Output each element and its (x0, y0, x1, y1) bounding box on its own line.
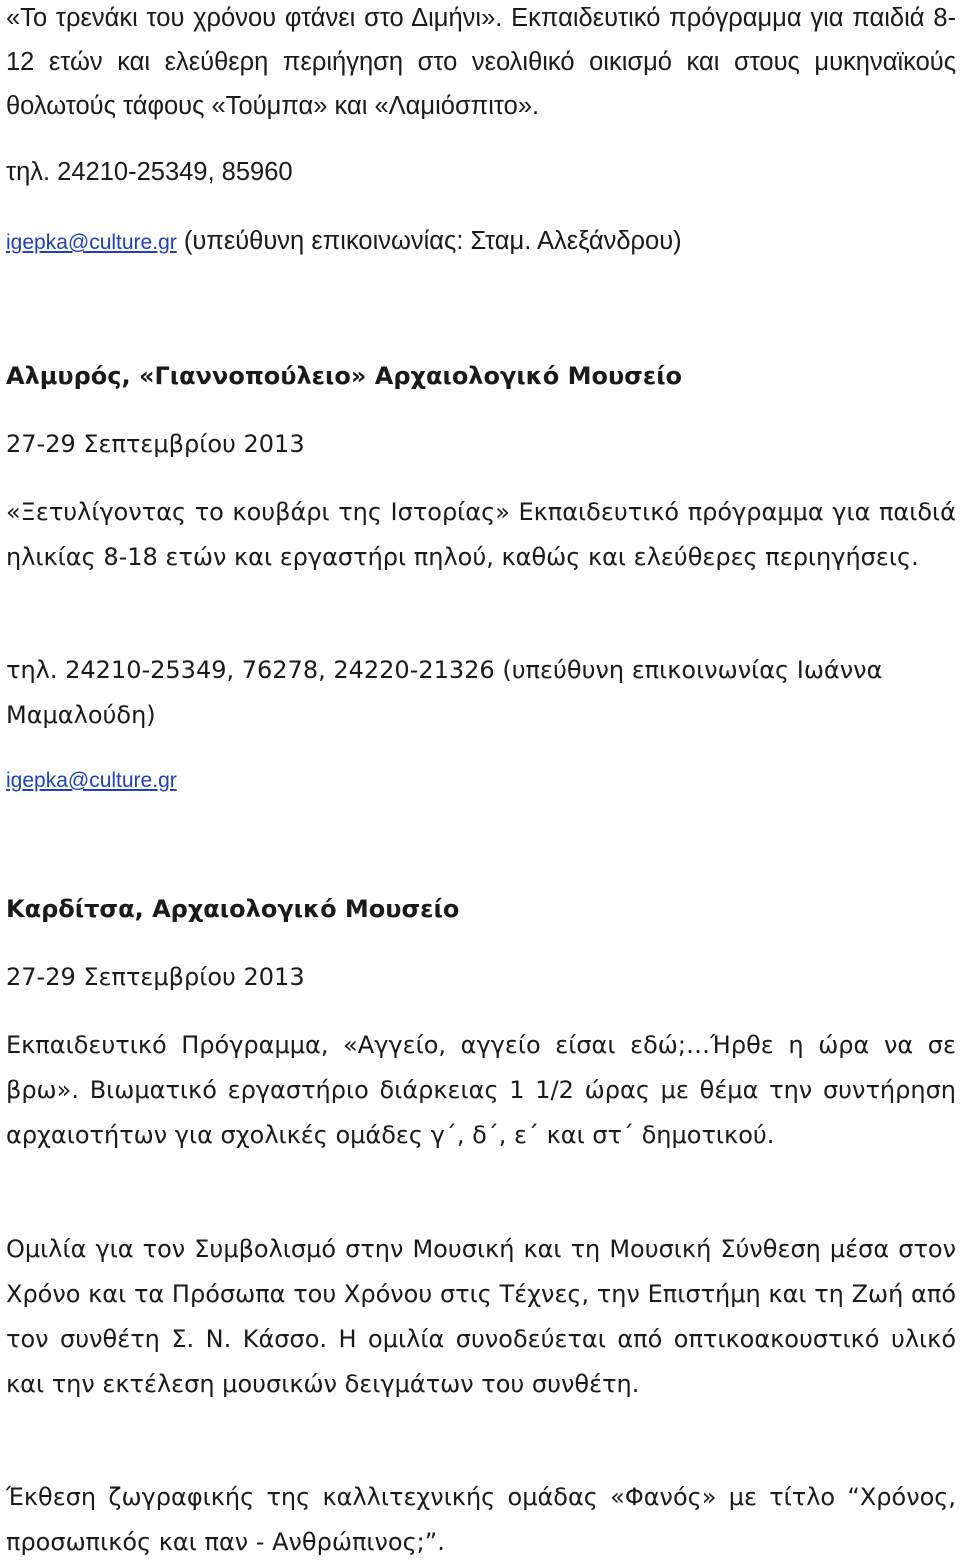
karditsa-exhibition: Έκθεση ζωγραφικής της καλλιτεχνικής ομάδας «Φανός» με τίτλο “Χρόνος, προσωπικός και παν - Ανθρώπινος;”. (6, 1483, 956, 1556)
karditsa-program: Εκπαιδευτικό Πρόγραμμα, «Αγγείο, αγγείο είσαι εδώ;…Ήρθε η ώρα να σε βρω». Βιωματικό εργαστήριο διάρκειας 1 1/2 ώρας με θέμα την συντήρηση αρχαιοτήτων για σχολικές ομάδες γ΄, δ΄, ε΄ και στ΄ δημοτικού. (6, 1031, 956, 1149)
almyros-date: 27-29 Σεπτεμβρίου 2013 (6, 430, 305, 458)
intro-phone: τηλ. 24210-25349, 85960 (6, 158, 293, 186)
karditsa-date: 27-29 Σεπτεμβρίου 2013 (6, 963, 305, 991)
intro-paragraph: «Το τρενάκι του χρόνου φτάνει στο Διμήνι». Εκπαιδευτικό πρόγραμμα για παιδιά 8-12 ετών και ελεύθερη περιήγηση στο νεολιθικό οικισμό και στους μυκηναϊκούς θολωτούς τάφους «Τούμπα» και «Λαμιόσπιτο». (6, 4, 956, 120)
intro-email-link[interactable]: igepka@culture.gr (6, 231, 177, 254)
intro-contact-person: (υπεύθυνη επικοινωνίας: Σταμ. Αλεξάνδρου) (176, 227, 682, 255)
almyros-email-line (6, 758, 956, 805)
almyros-description: «Ξετυλίγοντας το κουβάρι της Ιστορίας» Εκπαιδευτικό πρόγραμμα για παιδιά ηλικίας 8-18 ετών και εργαστήρι πηλού, καθώς και ελεύθερες περιηγήσεις. (6, 498, 956, 571)
almyros-phone: τηλ. 24210-25349, 76278, 24220-21326 (υπεύθυνη επικοινωνίας Ιωάννα Μαμαλούδη) (6, 656, 883, 729)
intro-contact-line (6, 219, 956, 267)
almyros-email-link[interactable]: igepka@culture.gr (6, 769, 177, 792)
karditsa-heading: Καρδίτσα, Αρχαιολογικό Μουσείο (6, 895, 460, 923)
almyros-heading: Αλμυρός, «Γιαννοπούλειο» Αρχαιολογικό Μουσείο (6, 362, 683, 390)
karditsa-lecture: Ομιλία για τον Συμβολισμό στην Μουσική και τη Μουσική Σύνθεση μέσα στον Χρόνο και τα Πρόσωπα του Χρόνου στις Τέχνες, την Επιστήμη και τη Ζωή από τον συνθέτη Σ. Ν. Κάσσο. Η ομιλία συνοδεύεται από οπτικοακουστικό υλικό και την εκτέλεση μουσικών δειγμάτων του συνθέτη. (6, 1235, 956, 1398)
